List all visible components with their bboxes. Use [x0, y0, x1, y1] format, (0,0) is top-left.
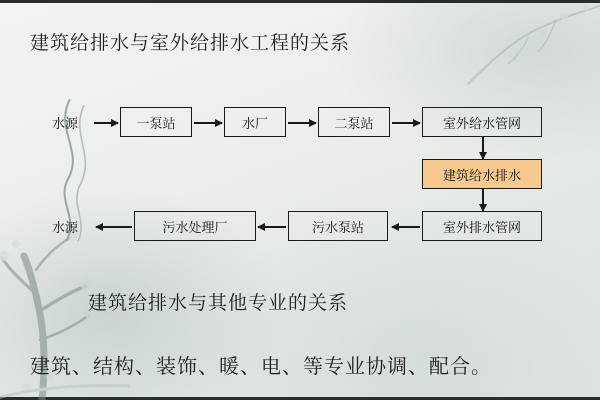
- arrow-sewage-pump-to-treatment: [258, 226, 286, 228]
- top-border-band: [0, 0, 600, 3]
- node-water-plant[interactable]: 水厂: [224, 107, 286, 137]
- node-source-bottom[interactable]: 水源: [51, 220, 78, 236]
- arrow-pump1-to-plant: [194, 122, 222, 124]
- page-title-disciplines: 建筑给排水与其他专业的关系: [88, 292, 349, 314]
- node-outdoor-drainage-network[interactable]: 室外排水管网: [422, 211, 542, 241]
- node-outdoor-water-supply-network[interactable]: 室外给水管网: [422, 107, 542, 137]
- node-source-top[interactable]: 水源: [51, 116, 78, 132]
- arrow-source-to-pump1: [94, 122, 118, 124]
- node-sewage-treatment-plant[interactable]: 污水处理厂: [134, 211, 256, 241]
- flow-diagram: [0, 95, 600, 255]
- disciplines-line: 建筑、结构、装饰、暖、电、等专业协调、配合。: [30, 354, 492, 378]
- arrow-pump2-to-outdoor-supply: [392, 122, 420, 124]
- node-pump-station-1[interactable]: 一泵站: [120, 107, 192, 137]
- arrow-drainage-to-sewage-pump: [392, 226, 420, 228]
- arrow-building-to-drainage: [482, 189, 484, 211]
- node-building-water-supply-drainage[interactable]: 建筑给水排水: [422, 159, 542, 189]
- node-sewage-pump-station[interactable]: 污水泵站: [288, 211, 388, 241]
- arrow-treatment-to-source: [96, 226, 132, 228]
- page-title-relationship: 建筑给排水与室外给排水工程的关系: [30, 32, 351, 54]
- arrow-supply-to-building: [482, 137, 484, 159]
- node-pump-station-2[interactable]: 二泵站: [318, 107, 390, 137]
- arrow-plant-to-pump2: [288, 122, 316, 124]
